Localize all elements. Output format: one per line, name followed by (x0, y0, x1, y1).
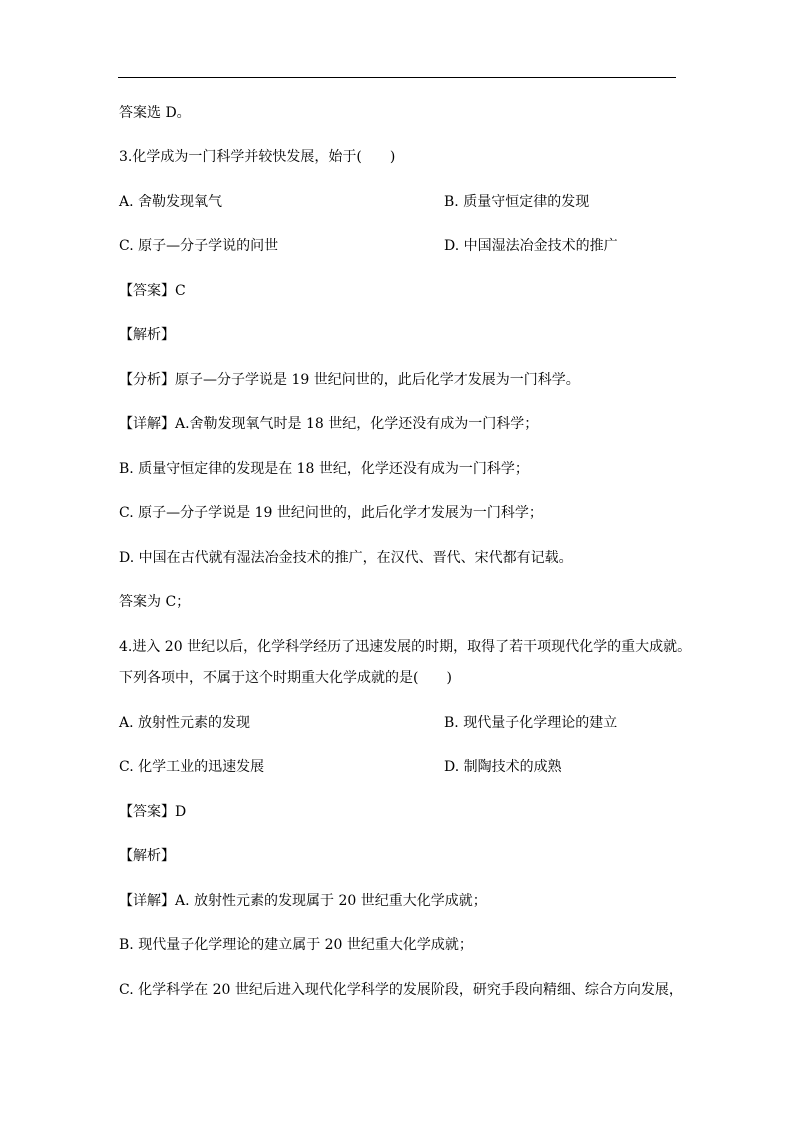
q3-option-c: C. 原子—分子学说的问世 (119, 238, 279, 254)
q3-detail-d: D. 中国在古代就有湿法冶金技术的推广，在汉代、晋代、宋代都有记载。 (119, 550, 573, 566)
header-rule (118, 77, 676, 78)
q3-detail-b: B. 质量守恒定律的发现是在 18 世纪，化学还没有成为一门科学； (119, 461, 529, 477)
question-4-stem-line1: 4.进入 20 世纪以后，化学科学经历了迅速发展的时期，取得了若干项现代化学的重大成就。 (119, 639, 692, 655)
q3-detail-a: 【详解】A.舍勒发现氧气时是 18 世纪，化学还没有成为一门科学； (119, 416, 539, 432)
q3-detail-c: C. 原子—分子学说是 19 世纪问世的，此后化学才发展为一门科学； (119, 505, 543, 521)
q3-conclusion: 答案为 C； (119, 594, 191, 610)
question-4-stem-line2: 下列各项中，不属于这个时期重大化学成就的是( ) (119, 670, 452, 686)
q3-answer: 【答案】C (119, 283, 186, 299)
q3-analysis-heading: 【解析】 (119, 327, 175, 343)
q4-option-b: B. 现代量子化学理论的建立 (444, 715, 618, 731)
question-3-stem: 3.化学成为一门科学并较快发展，始于( ) (119, 149, 396, 165)
q3-analysis: 【分析】原子—分子学说是 19 世纪问世的，此后化学才发展为一门科学。 (119, 372, 580, 388)
q3-option-d: D. 中国湿法冶金技术的推广 (444, 238, 618, 254)
q4-detail-a: 【详解】A. 放射性元素的发现属于 20 世纪重大化学成就； (119, 893, 487, 909)
q3-option-b: B. 质量守恒定律的发现 (444, 194, 590, 210)
answer-note: 答案选 D。 (119, 105, 191, 121)
q4-option-c: C. 化学工业的迅速发展 (119, 759, 265, 775)
q4-option-a: A. 放射性元素的发现 (119, 715, 251, 731)
q4-option-d: D. 制陶技术的成熟 (444, 759, 562, 775)
q3-option-a: A. 舍勒发现氧气 (119, 194, 223, 210)
q4-analysis-heading: 【解析】 (119, 848, 175, 864)
q4-detail-c: C. 化学科学在 20 世纪后进入现代化学科学的发展阶段，研究手段向精细、综合方向发展， (119, 982, 683, 998)
q4-answer: 【答案】D (119, 804, 187, 820)
q4-detail-b: B. 现代量子化学理论的建立属于 20 世纪重大化学成就； (119, 937, 473, 953)
